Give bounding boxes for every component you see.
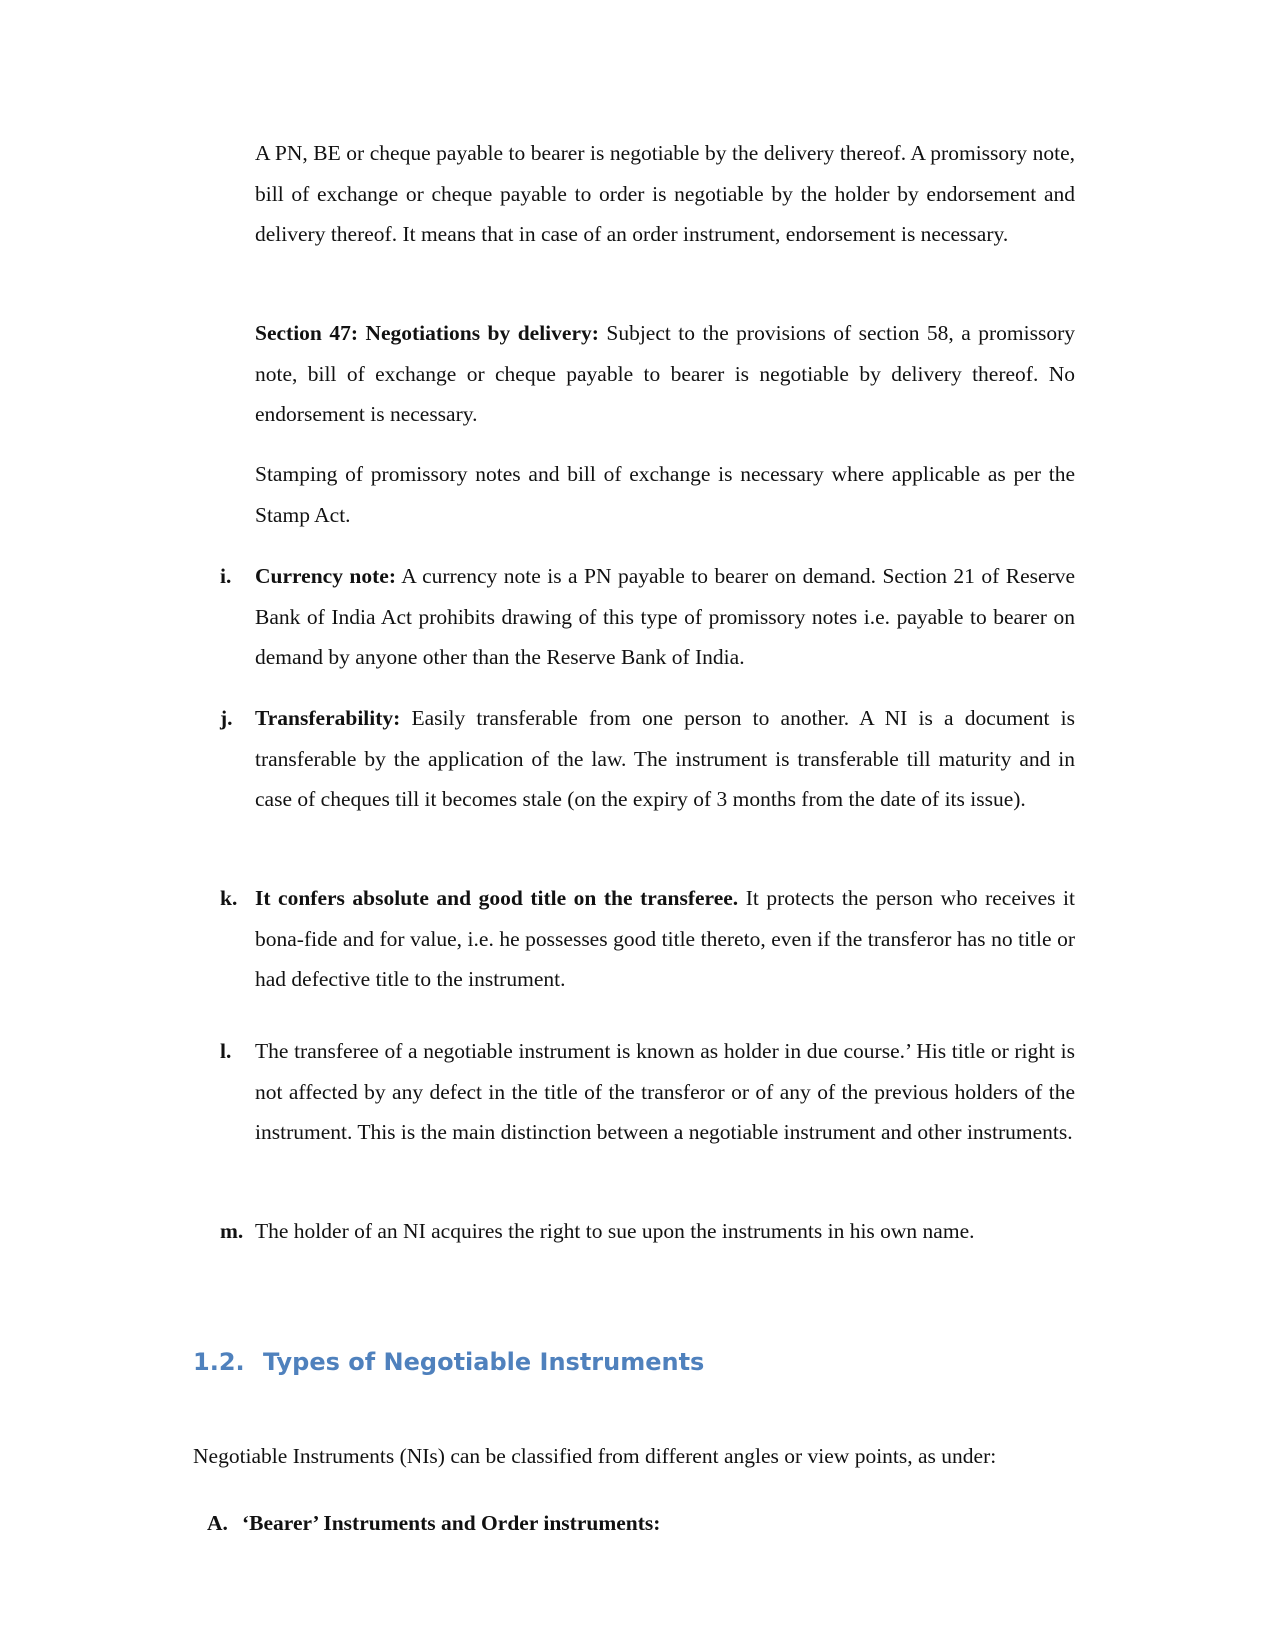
- list-item-text: [255, 878, 1075, 1000]
- paragraph-bearer-negotiation: [255, 133, 1075, 255]
- intro-text: Negotiable Instruments (NIs) can be classified from different angles or view points, as under:: [193, 1444, 997, 1468]
- list-item-text: [255, 556, 1075, 678]
- section-title: Types of Negotiable Instruments: [263, 1348, 705, 1376]
- list-item-holder-in-due-course: [220, 1031, 1075, 1153]
- list-item-body: Easily transferable from one person to another. A NI is a document is transferable by the application of the law. The instrument is transferable till maturity and in case of cheques till it becomes stale (on the expiry of 3 months from the date of its issue).: [255, 706, 1075, 811]
- list-item-body: A currency note is a PN payable to bearer on demand. Section 21 of Reserve Bank of India Act prohibits drawing of this type of promissory notes i.e. payable to bearer on demand by anyone other than the Reserve Bank of India.: [255, 564, 1076, 669]
- list-marker: m.: [220, 1219, 244, 1243]
- list-item-text: [255, 698, 1075, 820]
- paragraph-section-47: [255, 313, 1075, 435]
- list-item-text: [255, 1031, 1075, 1153]
- list-item-good-title: [220, 878, 1075, 1000]
- paragraph-text: Subject to the provisions of section 58, a promissory note, bill of exchange or cheque payable to bearer is negotiable by delivery thereof. No endorsement is necessary.: [255, 321, 1075, 426]
- list-marker: l.: [220, 1039, 232, 1063]
- section-47-label: Section 47: Negotiations by delivery:: [255, 321, 599, 345]
- list-item-body: It protects the person who receives it bona-fide and for value, i.e. he possesses good title thereto, even if the transferor has no title or had defective title to the instrument.: [255, 886, 1075, 991]
- list-item-right-to-sue: [220, 1211, 1075, 1252]
- section-heading: [193, 1342, 704, 1382]
- list-item-text: [255, 1211, 1075, 1252]
- list-item-currency-note: [220, 556, 1075, 678]
- list-marker: k.: [220, 886, 238, 910]
- list-item-label: It confers absolute and good title on the transferee.: [255, 886, 739, 910]
- list-marker: i.: [220, 564, 232, 588]
- paragraph-text: Stamping of promissory notes and bill of exchange is necessary where applicable as per the Stamp Act.: [255, 462, 1075, 527]
- list-item-label: Transferability:: [255, 706, 401, 730]
- list-item-body: The transferee of a negotiable instrument is known as holder in due course.’ His title or right is not affected by any defect in the title of the transferor or of any of the previous holders of the instrument. This is the main distinction between a negotiable instrument and other instruments.: [255, 1039, 1075, 1144]
- paragraph-text: A PN, BE or cheque payable to bearer is negotiable by the delivery thereof. A promissory note, bill of exchange or cheque payable to order is negotiable by the holder by endorsement and delivery thereof. It means that in case of an order instrument, endorsement is necessary.: [255, 141, 1075, 246]
- list-item-body: The holder of an NI acquires the right to sue upon the instruments in his own name.: [255, 1219, 975, 1243]
- list-item-transferability: [220, 698, 1075, 820]
- list-item-label: Currency note:: [255, 564, 397, 588]
- subheading-bearer-order: [207, 1503, 660, 1543]
- section-number: 1.2.: [193, 1348, 245, 1376]
- subheading-letter: A.: [207, 1511, 228, 1535]
- list-marker: j.: [220, 706, 233, 730]
- paragraph-stamping: [255, 454, 1075, 535]
- subheading-text: ‘Bearer’ Instruments and Order instruments:: [242, 1511, 661, 1535]
- section-intro: [193, 1436, 996, 1476]
